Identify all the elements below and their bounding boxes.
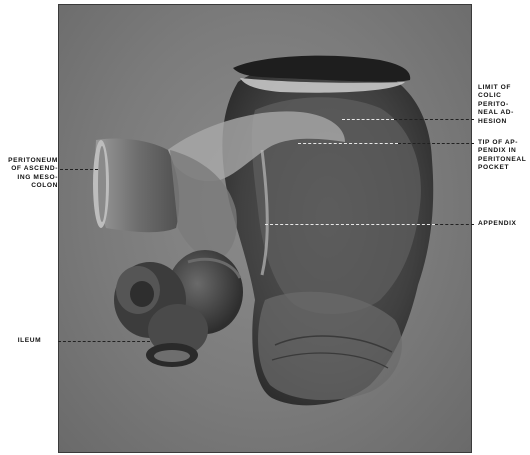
leader-tip-ext	[398, 143, 474, 144]
leader-limit-ext	[394, 119, 474, 120]
leader-tip	[298, 143, 398, 144]
label-limit-of-colic-adhesion: LIMIT OF COLIC PERITO- NEAL AD- HESION	[478, 84, 514, 125]
leader-peritoneum	[60, 169, 98, 170]
label-ileum: ILEUM	[17, 337, 42, 344]
leader-appendix	[265, 224, 435, 225]
leader-ileum	[58, 341, 150, 342]
leader-appendix-ext	[435, 224, 474, 225]
leader-limit	[342, 119, 394, 120]
label-peritoneum-mesocolon: PERITONEUM OF ASCEND- ING MESO- COLON	[8, 157, 58, 190]
ileum-coils	[114, 250, 243, 367]
label-appendix: APPENDIX	[478, 220, 517, 227]
label-tip-of-appendix: TIP OF AP- PENDIX IN PERITONEAL POCKET	[478, 139, 527, 172]
